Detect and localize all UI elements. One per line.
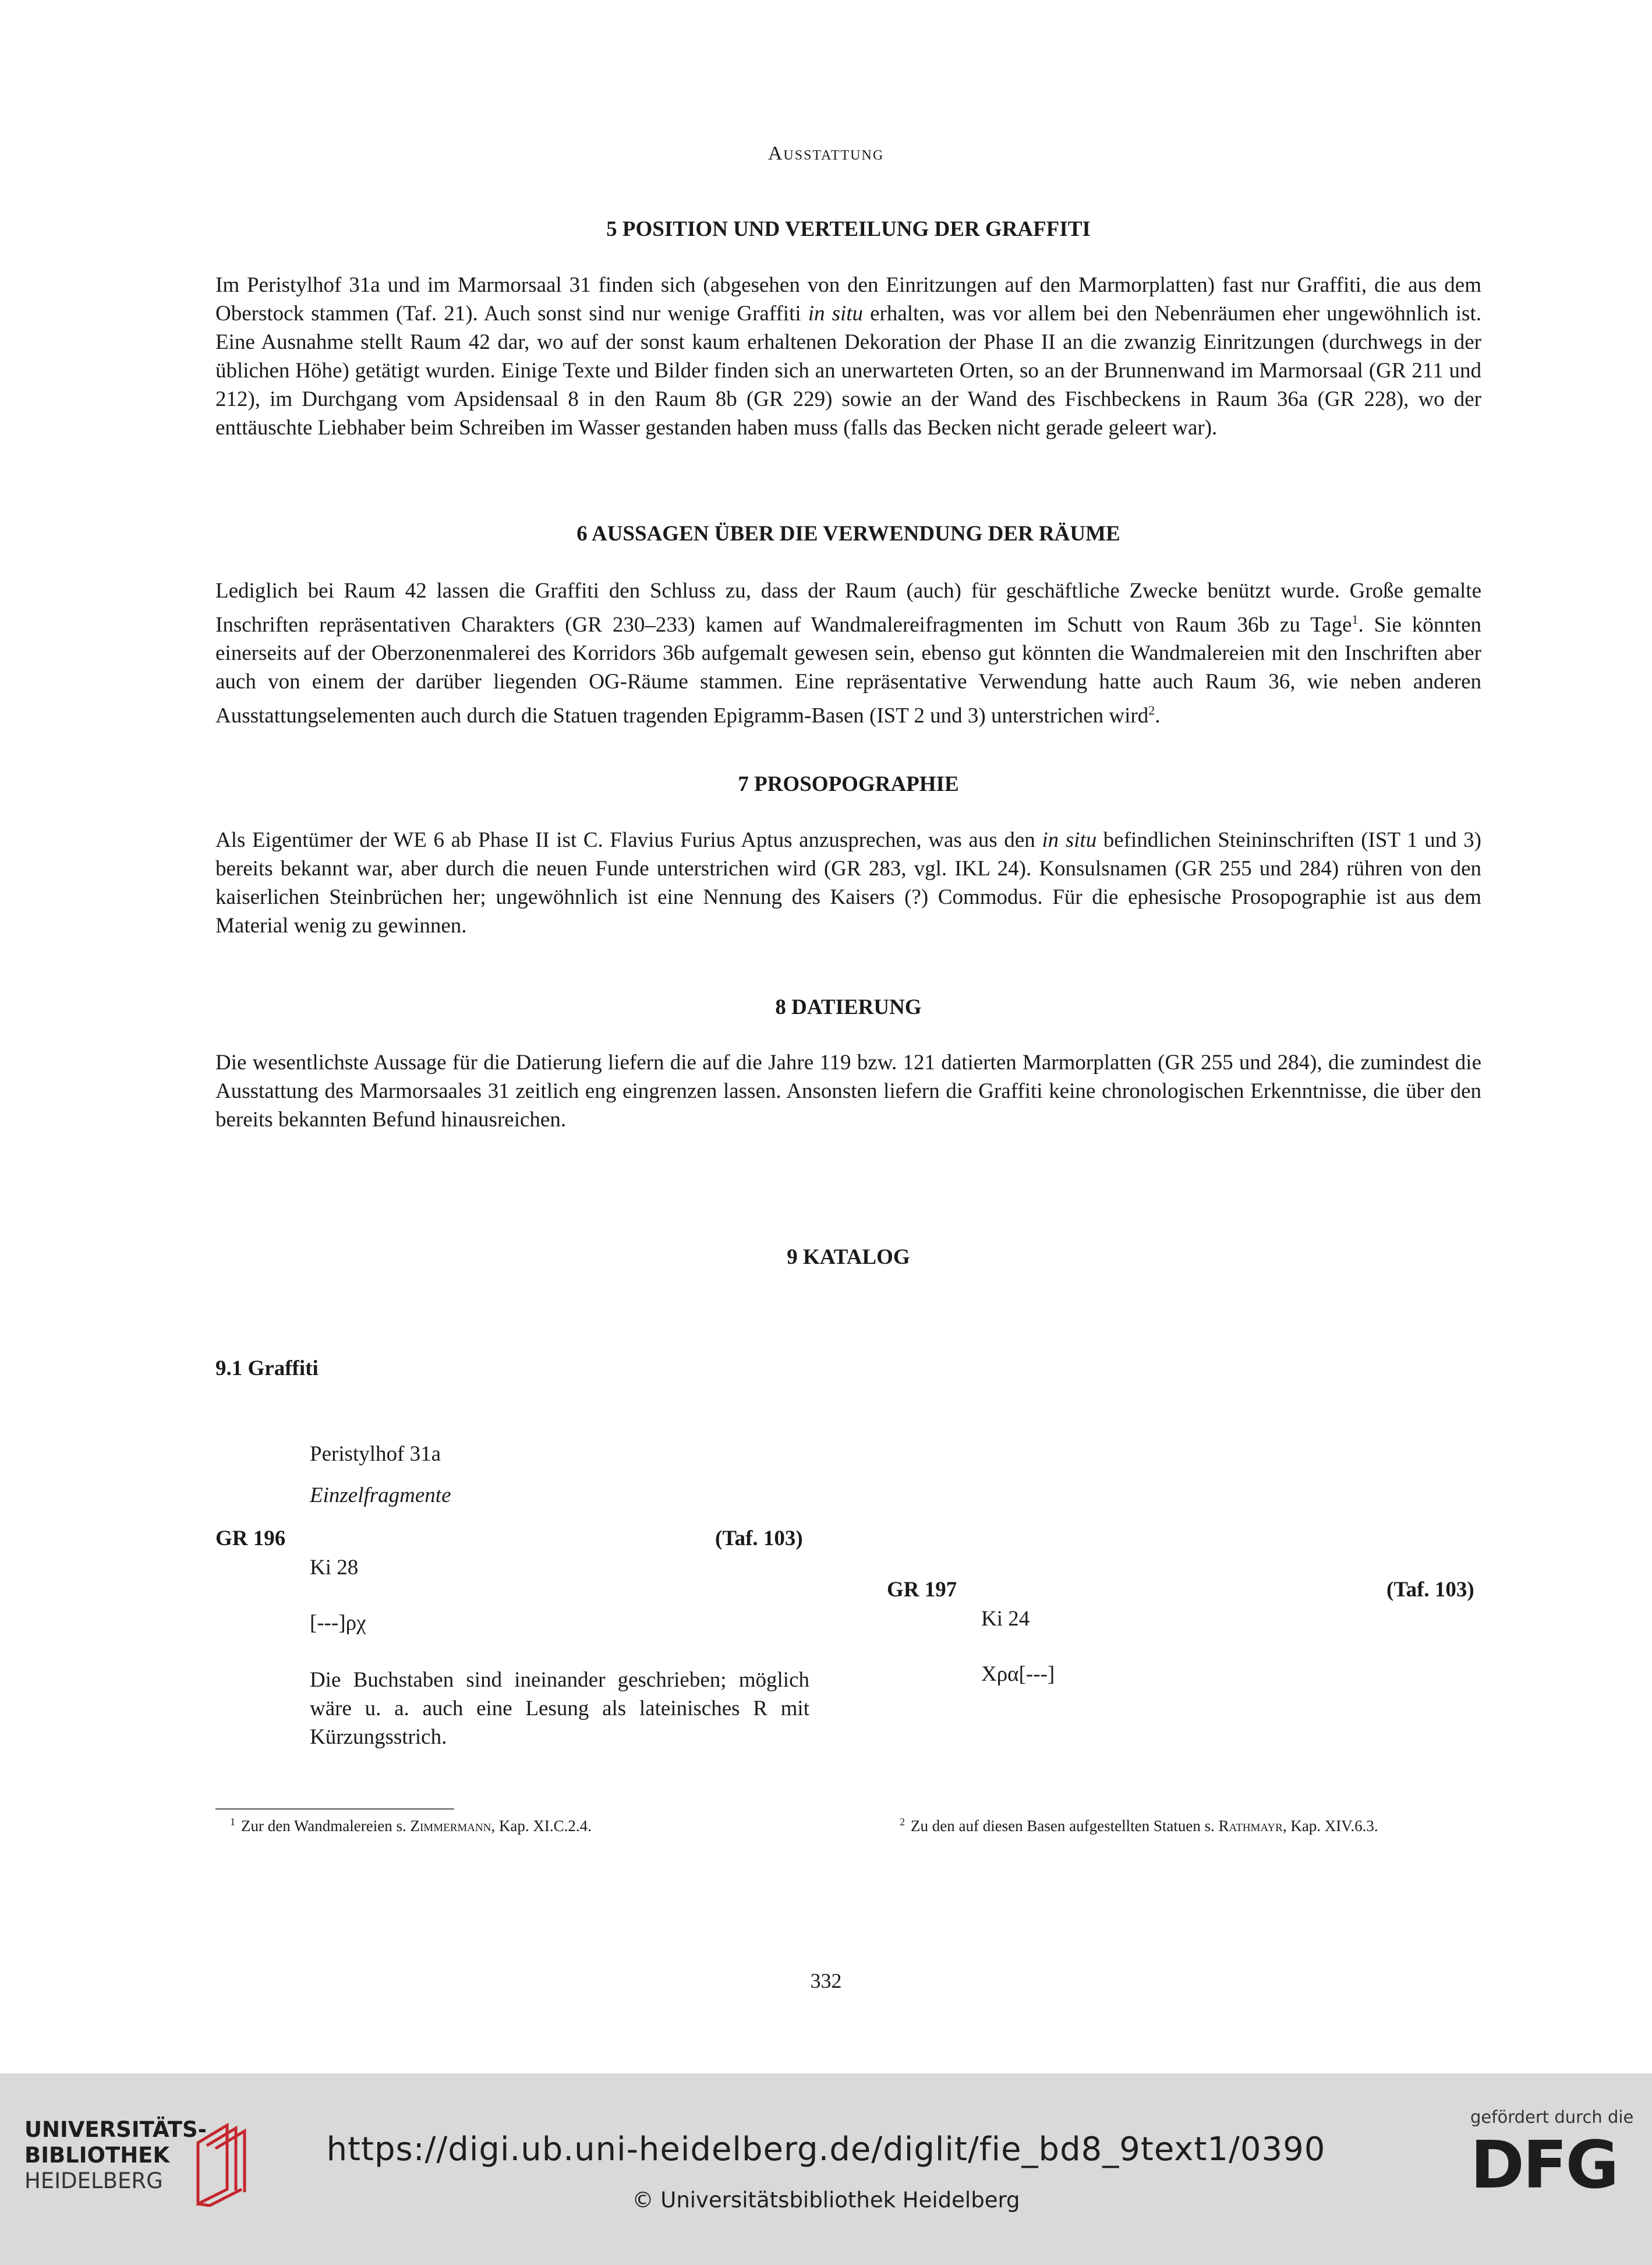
- section-5-text-a: Im Peristylhof 31a und im Marmorsaal 31 finden sich (abgesehen von den Einritzungen auf den Marmorplatten) fast nur Graffiti, die aus dem Oberstock stammen (Taf. 21). Auch sonst sind nur wenige Graffiti: [215, 273, 1481, 326]
- footnote-1: [230, 1816, 592, 1835]
- entry-comment: Die Buchstaben sind ineinander geschrieben; möglich wäre u. a. auch eine Lesung als lateinisches R mit Kürzungsstrich.: [310, 1668, 809, 1749]
- section-8-heading: 8 DATIERUNG: [775, 995, 922, 1019]
- dfg-wordmark: DFG: [1470, 2128, 1618, 2203]
- section-7-heading: 7 PROSOPOGRAPHIE: [738, 772, 959, 796]
- logo-line: UNIVERSITÄTS-: [24, 2117, 207, 2142]
- page-number: 332: [810, 1969, 842, 1992]
- section-6-text-b: . Sie könnten einerseits auf der Oberzonenmalerei des Korridors 36b aufgemalt gewesen sein, ebenso gut könnten die Wandmalereien mit den Inschriften aber auch von einem der darüber liegenden OG-Räume stammen. Eine repräsentative Verwendung hatte auch Raum 36, wie neben anderen Ausstattungselementen auch durch die Statuen tragenden Epigramm-Basen (IST 2 und 3) unterstrichen wird: [215, 613, 1481, 728]
- footnote-author: Zimmermann: [410, 1817, 491, 1835]
- footnote-text: , Kap. XIV.6.3.: [1282, 1817, 1378, 1835]
- entry-ref: Ki 28: [310, 1556, 359, 1580]
- entry-plate-link[interactable]: (Taf. 103): [715, 1527, 803, 1550]
- section-7-text-a: Als Eigentümer der WE 6 ab Phase II ist C. Flavius Furius Aptus anzusprechen, was aus den: [215, 828, 1042, 852]
- section-5-italic: in situ: [808, 302, 864, 326]
- footnote-text: Zur den Wandmalereien s.: [241, 1817, 411, 1835]
- section-6-text-c: .: [1155, 704, 1161, 728]
- footnote-number: 2: [900, 1816, 905, 1828]
- entry-ref: Ki 24: [981, 1607, 1030, 1631]
- section-6-text-a: Lediglich bei Raum 42 lassen die Graffiti den Schluss zu, dass der Raum (auch) für geschäftliche Zwecke benützt wurde. Große gemalte Inschriften repräsentativen Charakters (GR 230–233) kamen auf Wandmalereifragmenten im Schutt von Raum 36b zu Tage: [215, 579, 1481, 637]
- entry-reading: Χρα[---]: [981, 1662, 1055, 1686]
- section-6-heading: 6 AUSSAGEN ÜBER DIE VERWENDUNG DER RÄUME: [576, 522, 1120, 546]
- entry-id: GR 197: [887, 1578, 957, 1602]
- running-head: Ausstattung: [767, 143, 885, 164]
- footnote-text: Zu den auf diesen Basen aufgestellten Statuen s.: [911, 1817, 1219, 1835]
- logo-line: BIBLIOTHEK: [24, 2143, 170, 2168]
- catalog-group: Einzelfragmente: [310, 1483, 451, 1507]
- entry-id: GR 196: [215, 1527, 286, 1550]
- section-8-paragraph: Die wesentlichste Aussage für die Datierung liefern die auf die Jahre 119 bzw. 121 datierten Marmorplatten (GR 255 und 284), die zumindest die Ausstattung des Marmorsaales 31 zeitlich eng eingrenzen lassen. Ansonsten liefern die Graffiti keine chronologischen Erkenntnisse, die über den bereits bekannten Befund hinausreichen.: [215, 1051, 1481, 1132]
- footnote-ref-2[interactable]: 2: [1148, 703, 1155, 718]
- dfg-logo[interactable]: [1470, 2107, 1633, 2224]
- section-5-paragraph: [215, 271, 1481, 442]
- copyright-notice: © Universitätsbibliothek Heidelberg: [632, 2188, 1020, 2213]
- catalog-location: Peristylhof 31a: [310, 1442, 441, 1466]
- footnote-ref-1[interactable]: 1: [1352, 612, 1359, 627]
- footnote-author: Rathmayr: [1218, 1817, 1283, 1835]
- logo-line: HEIDELBERG: [24, 2168, 163, 2193]
- footnote-number: 1: [230, 1816, 235, 1828]
- footnote-text: , Kap. XI.C.2.4.: [491, 1817, 592, 1835]
- section-7-italic: in situ: [1042, 828, 1097, 852]
- section-7-text-b: befindlichen Steininschriften (IST 1 und 3) bereits bekannt war, aber durch die neuen Funde unterstrichen wird (GR 283, vgl. IKL 24). Konsulsnamen (GR 255 und 284) rühren von den kaiserlichen Steinbrüchen her; ungewöhnlich ist eine Nennung des Kaisers (?) Commodus. Für die ephesische Prosopographie ist aus dem Material wenig zu gewinnen.: [215, 828, 1481, 938]
- section-9-1-subheading: 9.1 Graffiti: [215, 1356, 319, 1380]
- section-7-paragraph: [215, 826, 1481, 940]
- footnote-divider: [215, 1808, 454, 1810]
- section-5-heading: 5 POSITION UND VERTEILUNG DER GRAFFITI: [606, 217, 1091, 241]
- section-5-text-b: erhalten, was vor allem bei den Nebenräumen eher ungewöhnlich ist. Eine Ausnahme stellt Raum 42 dar, wo auf der sonst kaum erhaltenen Dekoration der Phase II an die zwanzig Einritzungen (durchwegs in der üblichen Höhe) getätigt wurden. Einige Texte und Bilder finden sich an unerwarteten Orten, so an der Brunnenwand im Marmorsaal (GR 211 und 212), im Durchgang vom Apsidensaal 8 in den Raum 8b (GR 229) sowie an der Wand des Fischbeckens in Raum 36a (GR 228), wo der enttäuschte Liebhaber beim Schreiben im Wasser gestanden haben muss (falls das Becken nicht gerade geleert war).: [215, 302, 1481, 440]
- section-6-paragraph: [215, 577, 1481, 730]
- viewer-footer: [0, 2073, 1652, 2265]
- section-9-heading: 9 KATALOG: [787, 1245, 910, 1269]
- footnote-2: [900, 1816, 1378, 1835]
- dfg-caption: gefördert durch die: [1470, 2107, 1634, 2127]
- entry-plate-link[interactable]: (Taf. 103): [1386, 1578, 1474, 1602]
- entry-reading: [---]ρχ: [310, 1611, 366, 1635]
- permalink-url[interactable]: https://digi.ub.uni-heidelberg.de/diglit/fie_bd8_9text1/0390: [326, 2130, 1326, 2168]
